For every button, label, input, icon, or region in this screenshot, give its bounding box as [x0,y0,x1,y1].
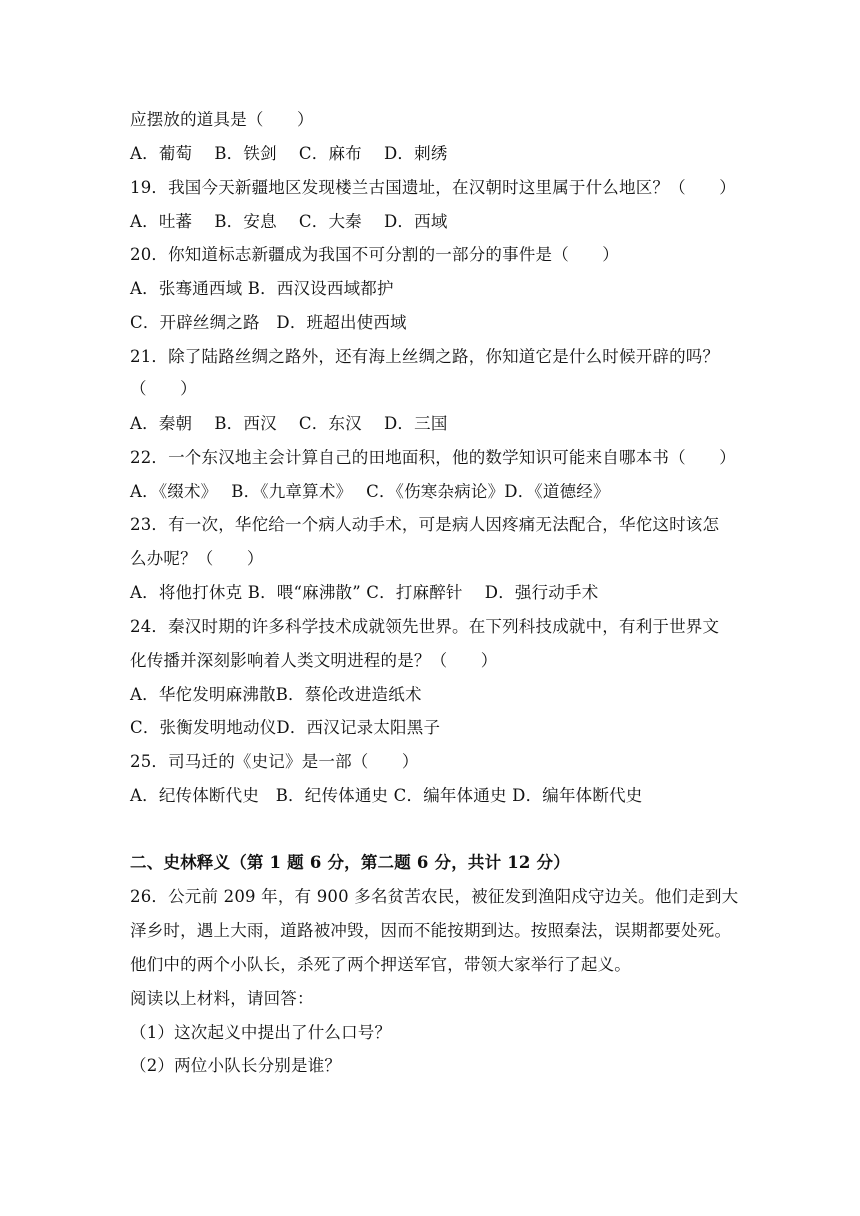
question-20-options-ab: A．张骞通西域 B．西汉设西域都护 [130,279,394,298]
question-20-stem: 20．你知道标志新疆成为我国不可分割的一部分的事件是（ ） [130,245,619,264]
question-20-options-cd: C．开辟丝绸之路 D．班超出使西域 [130,313,407,332]
question-24-stem-cont: 化传播并深刻影响着人类文明进程的是？（ ） [130,651,498,670]
question-26-material-cont: 他们中的两个小队长，杀死了两个押送军官，带领大家举行了起义。 [130,955,631,974]
question-26-sub-2: （2）两位小队长分别是谁？ [130,1056,342,1075]
section-2-heading: 二、史林释义（第 1 题 6 分，第二题 6 分，共计 12 分） [130,853,570,872]
question-18-stem-cont: 应摆放的道具是（ ） [130,110,314,129]
question-24-options-ab: A．华佗发明麻沸散B．蔡伦改进造纸术 [130,685,422,704]
question-26-material-cont: 泽乡时，遇上大雨，道路被冲毁，因而不能按期到达。按照秦法，误期都要处死。 [130,921,732,940]
question-25-options: A．纪传体断代史 B．纪传体通史 C．编年体通史 D．编年体断代史 [130,786,643,805]
question-19-stem: 19．我国今天新疆地区发现楼兰古国遗址，在汉朝时这里属于什么地区？（ ） [130,178,736,197]
question-26-material: 26．公元前 209 年，有 900 多名贫苦农民，被征发到渔阳戍守边关。他们走到大 [130,887,739,906]
question-21-options: A．秦朝 B．西汉 C．东汉 D．三国 [130,414,448,433]
question-18-options: A．葡萄 B．铁剑 C．麻布 D．刺绣 [130,144,448,163]
question-21-stem-cont: （ ） [130,379,197,398]
question-23-stem: 23．有一次，华佗给一个病人动手术，可是病人因疼痛无法配合，华佗这时该怎 [130,515,720,534]
question-26-prompt: 阅读以上材料，请回答： [130,989,314,1008]
question-22-stem: 22．一个东汉地主会计算自己的田地面积，他的数学知识可能来自哪本书（ ） [130,448,736,467]
question-23-options: A．将他打休克 B．喂“麻沸散” C．打麻醉针 D．强行动手术 [130,583,599,602]
question-21-stem: 21．除了陆路丝绸之路外，还有海上丝绸之路，你知道它是什么时候开辟的吗？ [130,347,720,366]
question-19-options: A．吐蕃 B．安息 C．大秦 D．西域 [130,212,448,231]
question-24-stem: 24．秦汉时期的许多科学技术成就领先世界。在下列科技成就中，有利于世界文 [130,617,720,636]
question-22-options: A．《缀术》 B．《九章算术》 C．《伤寒杂病论》D．《道德经》 [130,482,610,501]
question-23-stem-cont: 么办呢？（ ） [130,549,264,568]
question-26-sub-1: （1）这次起义中提出了什么口号？ [130,1023,392,1042]
question-24-options-cd: C．张衡发明地动仪D．西汉记录太阳黑子 [130,718,441,737]
question-25-stem: 25．司马迁的《史记》是一部（ ） [130,752,419,771]
